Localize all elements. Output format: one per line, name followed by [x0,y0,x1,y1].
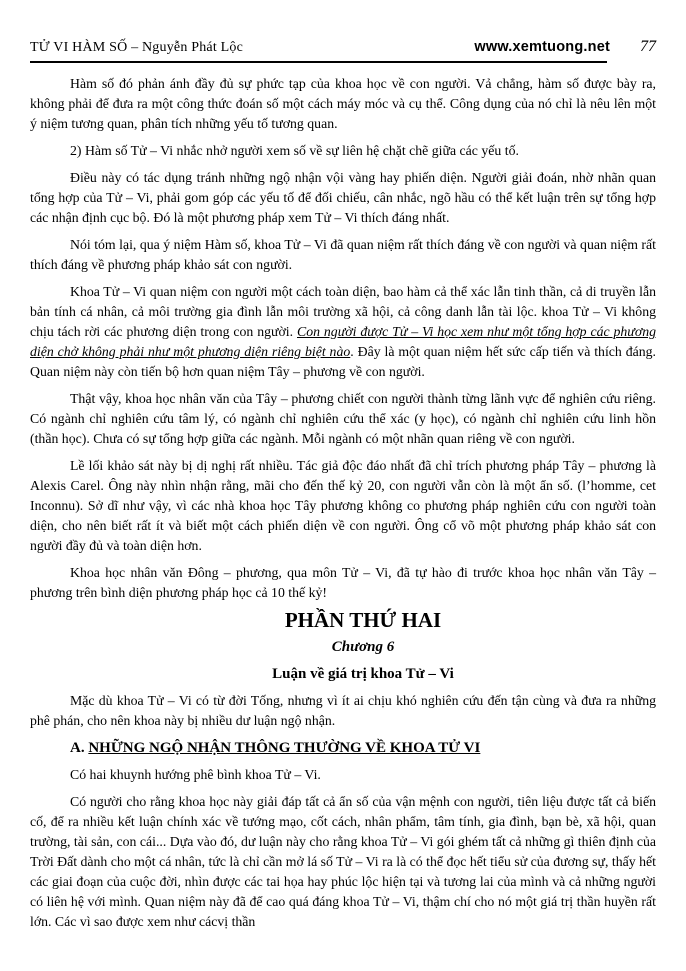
paragraph-text: . Đây là một quan niệm hết sức cấp tiến và thích đáng. Quan niệm này còn tiến bộ hơn quan niệm Tây – phương về con người. [30,344,656,379]
header-right [474,38,656,56]
emphasized-text: Con người được Tử – Vi học xem như một tổng hợp các phương diện chở không phải như một phương diện riêng biệt nào [30,324,656,359]
paragraph: Thật vậy, khoa học nhân văn của Tây – phương chiết con người thành từng lãnh vực để nghiên cứu riêng. Có ngành chỉ nghiên cứu tâm lý, có ngành chỉ nghiên cứu thể xác (y học), có ngành chỉ nghiên cứu linh hồn (thần học). Chưa có sự tổng hợp giữa các ngành. Mỗi ngành có một nhãn quan riêng về con người. [30,391,656,446]
website-text: www.xemtuong.net [474,39,610,55]
paragraph [30,282,656,382]
section-a-heading [30,738,656,758]
paragraph: Lề lối khảo sát này bị dị nghị rất nhiều. Tác giả độc đáo nhất đã chỉ trích phương pháp Tây – phương là Alexis Carel. Ông này nhìn nhận rằng, mãi cho đến thế kỷ 20, con người vẫn còn là một ẩn số. (l’homme, cet Inconnu). Sở dĩ như vậy, vì các nhà khoa học Tây phương không co phương pháp nghiên cứu con người toàn diện, cho nên biết rất ít và biết một cách phiến diện về con người. Ông cổ võ một phương pháp khảo sát con người đầy đủ và toàn diện hơn. [30,458,656,553]
page-body [30,74,656,932]
paragraph: 2) Hàm số Tử – Vi nhắc nhở người xem số về sự liên hệ chặt chẽ giữa các yếu tố. [70,143,519,158]
chapter-label: Chương 6 [331,639,395,655]
book-title: TỬ VI HÀM SỐ – Nguyễn Phát Lộc [30,40,243,55]
paragraph: Điều này có tác dụng tránh những ngộ nhận vội vàng hay phiến diện. Người giải đoán, nhờ nhãn quan tổng hợp của Tử – Vi, phải gom góp các yếu tố để đối chiếu, cân nhắc, ngõ hầu có thể kết luận trên sự tổng hợp các nhận định cục bộ. Đó là một phương pháp xem Tử – Vi thích đáng nhất. [30,170,656,225]
section-a-title: NHỮNG NGỘ NHẬN THÔNG THƯỜNG VỀ KHOA TỬ VI [88,740,481,756]
paragraph: Nói tóm lại, qua ý niệm Hàm số, khoa Tử – Vi đã quan niệm rất thích đáng về con người và quan niệm rất thích đáng về phương pháp khảo sát con người. [30,237,656,272]
paragraph-text: Khoa Tử – Vi quan niệm con người một cách toàn diện, bao hàm cả thể xác lẫn tinh thần, cả di truyền lẫn bản tính cá nhân, cả môi trường gia đình lẫn môi trường xã hội, cả công danh lẫn tài lộc. khoa Tử – Vi không chịu tách rời các phương diện trong con người. [30,284,656,339]
paragraph: Mặc dù khoa Tử – Vi có từ đời Tống, nhưng vì ít ai chịu khó nghiên cứu đến tận cùng và đưa ra những phê phán, cho nên khoa này bị nhiều dư luận ngộ nhận. [30,693,656,728]
part-title: PHẦN THỨ HAI [284,608,442,632]
page-header [30,38,656,56]
paragraph: Hàm số đó phản ánh đầy đủ sự phức tạp của khoa học về con người. Vả chẳng, hàm số được bày ra, không phải để đưa ra một công thức đoán số một cách máy móc và cụ thể. Công dụng của nó chỉ là nêu lên một ý niệm tương quan, phân tích những yếu tố tương quan. [30,76,656,131]
paragraph: Có hai khuynh hướng phê bình khoa Tử – Vi. [70,767,321,782]
chapter-title: Luận về giá trị khoa Tử – Vi [272,666,454,682]
paragraph: Khoa học nhân văn Đông – phương, qua môn Tử – Vi, đã tự hào đi trước khoa học nhân văn Tây – phương trên bình diện phương pháp học cả 10 thế kỷ! [30,565,656,600]
page-number: 77 [640,38,656,55]
paragraph: Có người cho rằng khoa học này giải đáp tất cả ẩn số của vận mệnh con người, tiên liệu được tất cả biến cố, để ra nhiều kết luận chính xác về tướng mạo, cốt cách, nhân phẩm, tâm tính, gia đình, bạn bè, xã hội, quan trường, tài sản, con cái... Dựa vào đó, dư luận này cho rằng khoa Tử – Vi gói ghém tất cả những gì thiên định của Trời Đất dành cho một cá nhân, tức là chỉ cần mở lá số Tử – Vi ra là có thể đọc hết tiểu sử của đương sự, thấy hết các giai đoạn của cuộc đời, nhìn được các tai họa hay phúc lộc hiện tại và tương lai của mình và cả những người có liên hệ với mình. Quan niệm này đã để cao quá đáng khoa Tử – Vi, thậm chí cho nó một giá trị thần huyền rất lớn. Các vì sao được xem như cácvị thần [30,794,656,929]
header-rule [30,61,607,63]
section-a-prefix: A. [70,740,89,756]
